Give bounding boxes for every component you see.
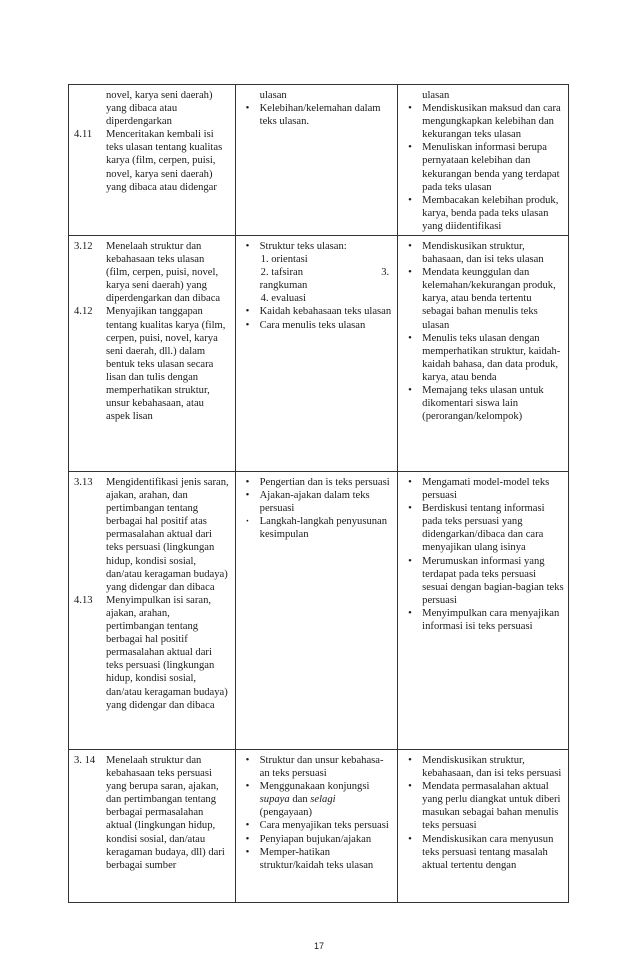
materi-item: • Kelebihan/kelemahan dalam teks ulasan.	[241, 102, 394, 128]
materi-continued: ulasan	[259, 90, 287, 101]
materi-item: • Cara menyajikan teks persuasi	[241, 819, 394, 832]
kd-text: Menelaah struktur dan kebahasaan teks ulasan (film, cerpen, puisi, novel, karya seni daerah) yang diperdengarkan dan dibaca	[106, 241, 221, 305]
kegiatan-item: • Mendiskusikan maksud dan cara mengungkapkan kelebihan dan kekurangan teks ulasan	[403, 102, 564, 141]
kegiatan-item: • Mendiskusikan struktur, kebahasaan, dan isi teks persuasi	[403, 754, 564, 780]
kd-number: 4.13	[74, 594, 93, 606]
kd-item	[74, 89, 231, 128]
kd-text: Mengidentifikasi jenis saran, ajakan, arahan, dan pertimbangan tentang berbagai hal positif atas permasalahan aktual dari teks persuasi (lingkungan hidup, kondisi sosial, dan/atau keragaman budaya) yang didengar dan dibaca	[106, 477, 229, 593]
curriculum-table	[68, 84, 569, 903]
materi-subitem-text: 2. tafsiran	[260, 267, 304, 279]
kd-text: Menyajikan tanggapan tentang kualitas karya (film, cerpen, puisi, novel, karya seni daerah, dll.) dalam bentuk teks ulasan secara lisan dan tulis dengan memperhatikan struktur, unsur kebahasaan, atau aspek lisan	[106, 306, 226, 423]
materi-subitem: 4. evaluasi	[260, 293, 306, 305]
kd-cell	[69, 85, 236, 236]
page-number: 17	[313, 941, 324, 951]
materi-text: dan	[289, 794, 311, 806]
materi-item	[241, 780, 394, 819]
materi-item: • Memper-hatikan struktur/kaidah teks ulasan	[241, 846, 394, 872]
kegiatan-item: • Menulis teks ulasan dengan memperhatikan struktur, kaidah-kaidah bahasa, dan data produk, karya, atau benda	[403, 332, 564, 384]
kd-number: 4.12	[74, 306, 93, 318]
kd-item	[74, 594, 231, 712]
materi-term: selagi	[310, 794, 336, 806]
materi-subitem-text: 3.	[381, 267, 390, 279]
kd-text: Menelaah struktur dan kebahasaan teks persuasi yang berupa saran, ajakan, dan pertimbangan tentang berbagai permasalahan aktual (lingkungan hidup, kondisi sosial, dan/atau keragaman budaya, dll) dari berbagai sumber	[106, 755, 225, 871]
kegiatan-item: • Merumuskan informasi yang terdapat pada teks persuasi sesuai dengan bagian-bagian teks persuasi	[403, 555, 564, 607]
materi-item: • Ajakan-ajakan dalam teks persuasi	[241, 489, 394, 515]
table-row	[69, 750, 569, 903]
materi-cell	[235, 750, 398, 903]
materi-subitem: rangkuman	[259, 280, 308, 292]
kegiatan-cell	[398, 85, 569, 236]
materi-item: • Struktur dan unsur kebahasa-an teks persuasi	[241, 754, 394, 780]
kd-text: novel, karya seni daerah) yang dibaca atau diperdengarkan	[106, 90, 213, 128]
kegiatan-item: • Memajang teks ulasan untuk dikomentari siswa lain (perorangan/kelompok)	[403, 384, 564, 423]
materi-text: Menggunakaan konjungsi	[259, 781, 370, 793]
materi-heading: Struktur teks ulasan:	[259, 241, 347, 252]
kegiatan-item: • Menyimpulkan cara menyajikan informasi isi teks persuasi	[403, 607, 564, 633]
kegiatan-item: • Membacakan kelebihan produk, karya, benda pada teks ulasan yang diidentifikasi	[403, 194, 564, 233]
kegiatan-item: • Mendiskusikan cara menyusun teks persuasi tentang masalah aktual tertentu dengan	[403, 833, 564, 872]
kd-item	[74, 128, 231, 193]
materi-cell	[235, 472, 398, 750]
materi-item: • Pengertian dan is teks persuasi	[241, 476, 394, 489]
materi-text: (pengayaan)	[259, 807, 313, 819]
materi-item: • Kaidah kebahasaan teks ulasan	[241, 305, 394, 318]
kd-item	[74, 476, 231, 594]
kd-text: Menyimpulkan isi saran, ajakan, arahan, pertimbangan tentang berbagai hal positif permasalahan aktual dari teks persuasi (lingkungan hidup, kondisi sosial, dan/atau keragaman budaya) yang didengar dan dibaca	[106, 594, 228, 711]
table-row	[69, 236, 569, 472]
kd-cell	[69, 236, 236, 472]
kegiatan-cell	[398, 472, 569, 750]
kd-number	[74, 89, 106, 128]
materi-cell	[235, 236, 398, 472]
kegiatan-item: • Menuliskan informasi berupa pernyataan kelebihan dan kekurangan benda yang terdapat pada teks ulasan	[403, 141, 564, 193]
kegiatan-continued: ulasan	[422, 90, 450, 101]
kd-number: 4.11	[74, 129, 93, 141]
table-row	[69, 85, 569, 236]
materi-term: supaya	[259, 794, 290, 806]
materi-subitem	[241, 266, 394, 279]
kd-cell	[69, 472, 236, 750]
kegiatan-item: • Mendata permasalahan aktual yang perlu diangkat untuk diberi masukan sebagai bahan menulis teks persuasi	[403, 780, 564, 832]
materi-subitem: 1. orientasi	[260, 254, 308, 266]
kegiatan-cell	[398, 236, 569, 472]
materi-item: · Langkah-langkah penyusunan kesimpulan	[241, 515, 394, 541]
kd-item	[74, 240, 231, 305]
kd-item	[74, 305, 231, 423]
materi-item: • Penyiapan bujukan/ajakan	[241, 833, 394, 846]
kd-text: Menceritakan kembali isi teks ulasan tentang kualitas karya (film, cerpen, puisi, novel, karya seni daerah) yang dibaca atau didengar	[106, 129, 223, 193]
materi-item	[241, 240, 394, 253]
kd-number: 3. 14	[74, 755, 96, 766]
kd-item	[74, 754, 231, 872]
kegiatan-item: • Mengamati model-model teks persuasi	[403, 476, 564, 502]
materi-item: • Cara menulis teks ulasan	[241, 319, 394, 332]
kegiatan-item: • Mendiskusikan struktur, bahasaan, dan isi teks ulasan	[403, 240, 564, 266]
kd-number: 3.13	[74, 477, 93, 488]
kd-number: 3.12	[74, 241, 93, 252]
kegiatan-item: • Mendata keunggulan dan kelemahan/kekurangan produk, karya, atau benda tertentu sebagai bahan menulis teks ulasan	[403, 266, 564, 331]
kegiatan-cell	[398, 750, 569, 903]
table-row	[69, 472, 569, 750]
kegiatan-item: • Berdiskusi tentang informasi pada teks persuasi yang didengarkan/dibaca dan cara menyajikan ulang isinya	[403, 502, 564, 554]
kd-cell	[69, 750, 236, 903]
materi-cell	[235, 85, 398, 236]
